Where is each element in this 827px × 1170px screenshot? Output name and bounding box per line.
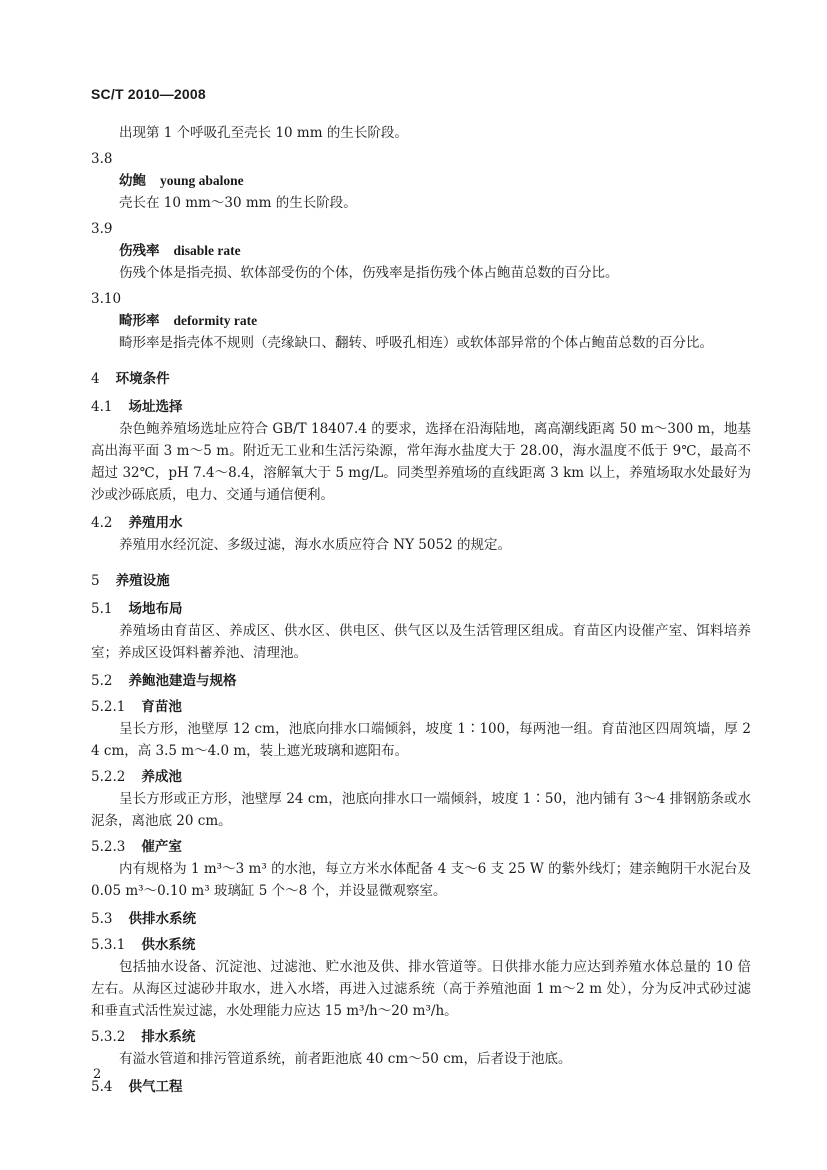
section-number: 5.4 (91, 1079, 113, 1095)
section-heading (91, 396, 751, 418)
document-body (91, 122, 751, 1098)
section-title: 场址选择 (128, 399, 183, 415)
paragraph: 养殖用水经沉淀、多级过滤，海水水质应符合 NY 5052 的规定。 (119, 537, 511, 553)
term-english: deformity rate (173, 313, 258, 328)
term-chinese: 畸形率 (119, 313, 160, 329)
term-chinese: 伤残率 (119, 243, 160, 259)
term-english: young abalone (160, 173, 244, 188)
paragraph: 包括抽水设备、沉淀池、过滤池、贮水池及供、排水管道等。日供排水能力应达到养殖水体总量的 10 倍左右。从海区过滤砂井取水，进入水塔，再进入过滤系统（高于养殖池面 1 m～2 m 处），分为反冲式砂过滤和垂直式活性炭过滤，水处理能力应达 15 m³/h～20 m³/h。 (91, 959, 751, 1019)
section-number: 4.1 (91, 399, 113, 415)
section-number: 4 (91, 371, 100, 387)
section-number: 5.2 (91, 673, 113, 689)
paragraph: 出现第 1 个呼吸孔至壳长 10 mm 的生长阶段。 (119, 125, 408, 141)
section-heading (91, 836, 751, 858)
term-chinese: 幼鲍 (119, 173, 146, 189)
term-definition-title (91, 310, 751, 332)
section-number: 5.1 (91, 601, 113, 617)
section-title: 育苗池 (141, 699, 182, 715)
section-number: 5.2.2 (91, 769, 126, 785)
section-heading (91, 670, 751, 692)
section-number: 5.3 (91, 911, 113, 927)
section-title: 养鲍池建造与规格 (128, 673, 237, 689)
section-title: 催产室 (141, 839, 182, 855)
paragraph: 杂色鲍养殖场选址应符合 GB/T 18407.4 的要求，选择在沿海陆地，离高潮线距离 50 m～300 m，地基高出海平面 3 m～5 m。附近无工业和生活污染源，常年海水盐度大于 28.00，海水温度不低于 9℃，最高不超过 32℃，pH 7.4～8.4，溶解氧大于 5 mg/L。同类型养殖场的直线距离 3 km 以上，养殖场取水处最好为沙或沙砾底质，电力、交通与通信便利。 (91, 421, 751, 503)
paragraph: 养殖场由育苗区、养成区、供水区、供电区、供气区以及生活管理区组成。育苗区内设催产室、饵料培养室；养成区设饵料蓄养池、清理池。 (91, 623, 751, 661)
section-number: 5.2.1 (91, 699, 126, 715)
section-title: 环境条件 (115, 371, 170, 387)
section-heading (91, 512, 751, 534)
section-title: 养殖用水 (128, 515, 183, 531)
section-title: 供排水系统 (128, 911, 196, 927)
section-title: 供水系统 (141, 937, 196, 953)
paragraph: 畸形率是指壳体不规则（壳缘缺口、翻转、呼吸孔相连）或软体部异常的个体占鲍苗总数的百分比。 (119, 335, 713, 351)
section-heading (91, 696, 751, 718)
section-title: 供气工程 (128, 1079, 183, 1095)
section-heading (91, 368, 751, 390)
paragraph: 伤残个体是指壳损、软体部受伤的个体，伤残率是指伤残个体占鲍苗总数的百分比。 (119, 265, 619, 281)
section-heading (91, 934, 751, 956)
term-definition-title (91, 240, 751, 262)
section-number: 5.2.3 (91, 839, 126, 855)
section-number: 4.2 (91, 515, 113, 531)
section-title: 养殖设施 (115, 573, 170, 589)
paragraph: 壳长在 10 mm～30 mm 的生长阶段。 (119, 195, 357, 211)
paragraph: 呈长方形，池壁厚 12 cm，池底向排水口端倾斜，坡度 1∶100，每两池一组。育苗池区四周筑墙，厚 24 cm，高 3.5 m～4.0 m，装上遮光玻璃和遮阳布。 (91, 721, 751, 759)
page-number: 2 (93, 1067, 102, 1082)
section-title: 养成池 (141, 769, 182, 785)
section-heading (91, 766, 751, 788)
term-english: disable rate (173, 243, 241, 258)
paragraph: 呈长方形或正方形，池壁厚 24 cm，池底向排水口一端倾斜，坡度 1∶50，池内铺有 3～4 排钢筋条或水泥条，离池底 20 cm。 (91, 791, 751, 829)
section-number: 5 (91, 573, 100, 589)
document-code-header: SC/T 2010—2008 (91, 86, 206, 102)
section-title: 场地布局 (128, 601, 183, 617)
term-number: 3.10 (91, 291, 122, 307)
term-number: 3.9 (91, 221, 113, 237)
section-number: 5.3.1 (91, 937, 126, 953)
section-heading (91, 1026, 751, 1048)
section-heading (91, 570, 751, 592)
paragraph: 内有规格为 1 m³～3 m³ 的水池，每立方米水体配备 4 支～6 支 25 W 的紫外线灯；建亲鲍阴干水泥台及 0.05 m³～0.10 m³ 玻璃缸 5 个～8 个，并设显微观察室。 (91, 861, 751, 899)
paragraph: 有溢水管道和排污管道系统，前者距池底 40 cm～50 cm，后者设于池底。 (119, 1051, 572, 1067)
section-title: 排水系统 (141, 1029, 196, 1045)
section-number: 5.3.2 (91, 1029, 126, 1045)
section-heading (91, 908, 751, 930)
section-heading (91, 598, 751, 620)
section-heading (91, 1076, 751, 1098)
term-number: 3.8 (91, 151, 113, 167)
term-definition-title (91, 170, 751, 192)
